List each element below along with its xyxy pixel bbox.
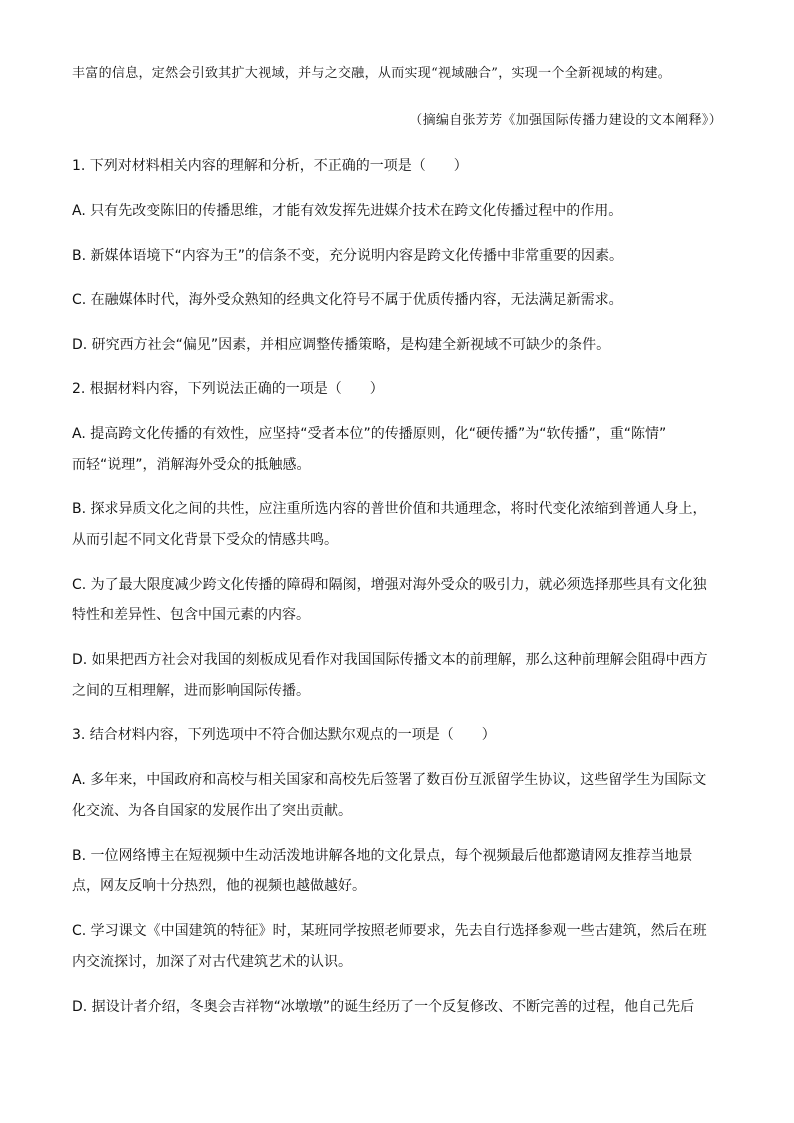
question-2-option-d-line1: D. 如果把西方社会对我国的刻板成见看作对我国国际传播文本的前理解，那么这种前理解会阻碍中西方 (72, 652, 708, 668)
passage-source: （摘编自张芳芳《加强国际传播力建设的文本阐释》） (409, 113, 722, 128)
question-3-option-a-line2: 化交流、为各自国家的发展作出了突出贡献。 (72, 803, 352, 819)
question-3-option-c-line2: 内交流探讨，加深了对古代建筑艺术的认识。 (72, 954, 352, 970)
question-3-option-b-line2: 点，网友反响十分热烈，他的视频也越做越好。 (72, 878, 366, 894)
question-3-option-a-line1: A. 多年来，中国政府和高校与相关国家和高校先后签署了数百份互派留学生协议，这些留学生为国际文 (72, 772, 707, 788)
question-2-option-d-line2: 之间的互相理解，进而影响国际传播。 (72, 683, 310, 699)
question-3-option-b-line1: B. 一位网络博主在短视频中生动活泼地讲解各地的文化景点，每个视频最后他都邀请网友推荐当地景 (72, 848, 693, 864)
question-2-option-c-line2: 特性和差异性、包含中国元素的内容。 (72, 607, 310, 623)
passage-tail-line: 丰富的信息，定然会引致其扩大视域，并与之交融，从而实现“视域融合”，实现一个全新视域的构建。 (72, 66, 672, 81)
question-2-option-b-line1: B. 探求异质文化之间的共性，应注重所选内容的普世价值和共通理念，将时代变化浓缩到普通人身上， (72, 501, 707, 517)
question-1-stem: 1. 下列对材料相关内容的理解和分析，不正确的一项是（ ） (72, 158, 468, 174)
question-1-option-d: D. 研究西方社会“偏见”因素，并相应调整传播策略，是构建全新视域不可缺少的条件。 (72, 337, 611, 353)
question-3-option-c-line1: C. 学习课文《中国建筑的特征》时，某班同学按照老师要求，先去自行选择参观一些古建筑，然后在班 (72, 923, 707, 939)
question-1-option-c: C. 在融媒体时代，海外受众熟知的经典文化符号不属于优质传播内容，无法满足新需求。 (72, 292, 623, 308)
question-2-option-a-line2: 而轻“说理”，消解海外受众的抵触感。 (72, 457, 311, 473)
question-2-stem: 2. 根据材料内容，下列说法正确的一项是（ ） (72, 381, 384, 397)
question-2-option-c-line1: C. 为了最大限度减少跨文化传播的障碍和隔阂，增强对海外受众的吸引力，就必须选择那些具有文化独 (72, 577, 707, 593)
question-2-option-b-line2: 从而引起不同文化背景下受众的情感共鸣。 (72, 532, 338, 548)
question-2-option-a-line1: A. 提高跨文化传播的有效性，应坚持“受者本位”的传播原则，化“硬传播”为“软传播”，重“陈情” (72, 426, 667, 442)
question-3-stem: 3. 结合材料内容，下列选项中不符合伽达默尔观点的一项是（ ） (72, 727, 496, 743)
question-3-option-d-line1: D. 据设计者介绍，冬奥会吉祥物“冰墩墩”的诞生经历了一个反复修改、不断完善的过程，他自己先后 (72, 999, 695, 1015)
question-1-option-b: B. 新媒体语境下“内容为王”的信条不变，充分说明内容是跨文化传播中非常重要的因素。 (72, 248, 624, 264)
question-1-option-a: A. 只有先改变陈旧的传播思维，才能有效发挥先进媒介技术在跨文化传播过程中的作用。 (72, 203, 623, 219)
